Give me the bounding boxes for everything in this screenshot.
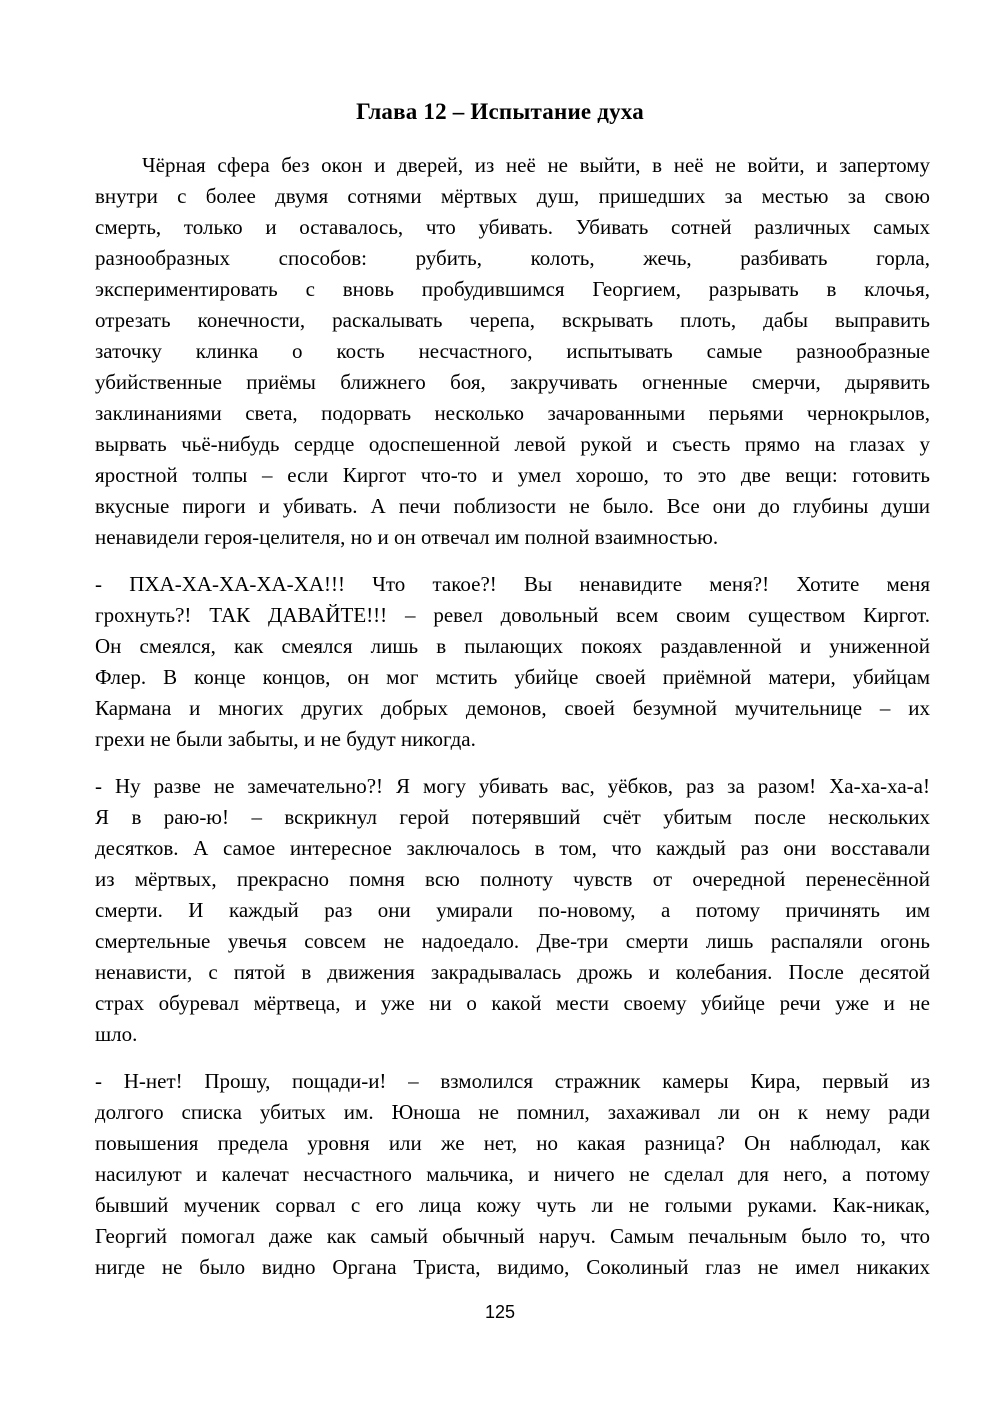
- paragraph: [95, 569, 930, 755]
- text-line: ненависти, с пятой в движения закрадывалась дрожь и колебания. После десятой: [95, 960, 930, 984]
- text-line: ненавидели героя-целителя, но и он отвечал им полной взаимностью.: [95, 525, 719, 549]
- text-line: Чёрная сфера без окон и дверей, из неё не выйти, в неё не войти, и запертому: [142, 153, 930, 177]
- text-line: грехи не были забыты, и не будут никогда.: [95, 727, 476, 751]
- text-line: бывший мученик сорвал с его лица кожу чуть ли не голыми руками. Как-никак,: [95, 1193, 930, 1217]
- text-line: внутри с более двумя сотнями мёртвых душ, пришедших за местью за свою: [95, 184, 930, 208]
- text-line: Кармана и многих других добрых демонов, своей безумной мучительнице – их: [95, 696, 930, 720]
- text-line: из мёртвых, прекрасно помня всю полноту чувств от очередной перенесённой: [95, 867, 930, 891]
- text-line: экспериментировать с вновь пробудившимся Георгием, разрывать в клочья,: [95, 277, 930, 301]
- text-line: Георгий помогал даже как самый обычный наруч. Самым печальным было то, что: [95, 1224, 930, 1248]
- text-line: грохнуть?! ТАК ДАВАЙТЕ!!! – ревел довольный всем своим существом Киргот.: [95, 603, 930, 627]
- text-line: шло.: [95, 1022, 138, 1046]
- text-line: - Н-нет! Прошу, пощади-и! – взмолился стражник камеры Кира, первый из: [95, 1069, 930, 1093]
- text-line: смертельные увечья совсем не надоедало. Две-три смерти лишь распаляли огонь: [95, 929, 930, 953]
- text-line: убийственные приёмы ближнего боя, закручивать огненные смерчи, дырявить: [95, 370, 930, 394]
- text-line: яростной толпы – если Киргот что-то и умел хорошо, то это две вещи: готовить: [95, 463, 930, 487]
- text-line: повышения предела уровня или же нет, но какая разница? Он наблюдал, как: [95, 1131, 930, 1155]
- text-line: разнообразных способов: рубить, колоть, жечь, разбивать горла,: [95, 246, 930, 270]
- page-number: 125: [484, 1302, 516, 1322]
- page-content: [95, 150, 930, 1283]
- text-line: - Ну разве не замечательно?! Я могу убивать вас, уёбков, раз за разом! Ха-ха-ха-а!: [95, 774, 930, 798]
- text-line: заточку клинка о кость несчастного, испытывать самые разнообразные: [95, 339, 930, 363]
- text-line: вкусные пироги и убивать. А печи поблизости не было. Все они до глубины души: [95, 494, 930, 518]
- text-line: заклинаниями света, подорвать несколько зачарованными перьями чернокрылов,: [95, 401, 930, 425]
- text-line: Я в раю-ю! – вскрикнул герой потерявший счёт убитым после нескольких: [95, 805, 930, 829]
- text-line: Он смеялся, как смеялся лишь в пылающих покоях раздавленной и униженной: [95, 634, 930, 658]
- text-line: смерть, только и оставалось, что убивать. Убивать сотней различных самых: [95, 215, 930, 239]
- text-line: страх обуревал мёртвеца, и уже ни о какой мести своему убийце речи уже и не: [95, 991, 930, 1015]
- paragraph: [95, 1066, 930, 1283]
- text-line: долгого списка убитых им. Юноша не помнил, захаживал ли он к нему ради: [95, 1100, 930, 1124]
- text-line: насилуют и калечат несчастного мальчика, и ничего не сделал для него, а потому: [95, 1162, 930, 1186]
- text-line: десятков. А самое интересное заключалось в том, что каждый раз они восставали: [95, 836, 930, 860]
- text-line: смерти. И каждый раз они умирали по-новому, а потому причинять им: [95, 898, 930, 922]
- paragraph: [95, 150, 930, 553]
- text-line: вырвать чьё-нибудь сердце одоспешенной левой рукой и съесть прямо на глазах у: [95, 432, 930, 456]
- paragraph: [95, 771, 930, 1050]
- text-line: отрезать конечности, раскалывать черепа, вскрывать плоть, дабы выправить: [95, 308, 930, 332]
- text-line: - ПХА-ХА-ХА-ХА-ХА!!! Что такое?! Вы ненавидите меня?! Хотите меня: [95, 572, 930, 596]
- text-line: нигде не было видно Органа Триста, видимо, Соколиный глаз не имел никаких: [95, 1255, 930, 1279]
- chapter-title: Глава 12 – Испытание духа: [356, 99, 644, 124]
- text-line: Флер. В конце концов, он мог мстить убийце своей приёмной матери, убийцам: [95, 665, 930, 689]
